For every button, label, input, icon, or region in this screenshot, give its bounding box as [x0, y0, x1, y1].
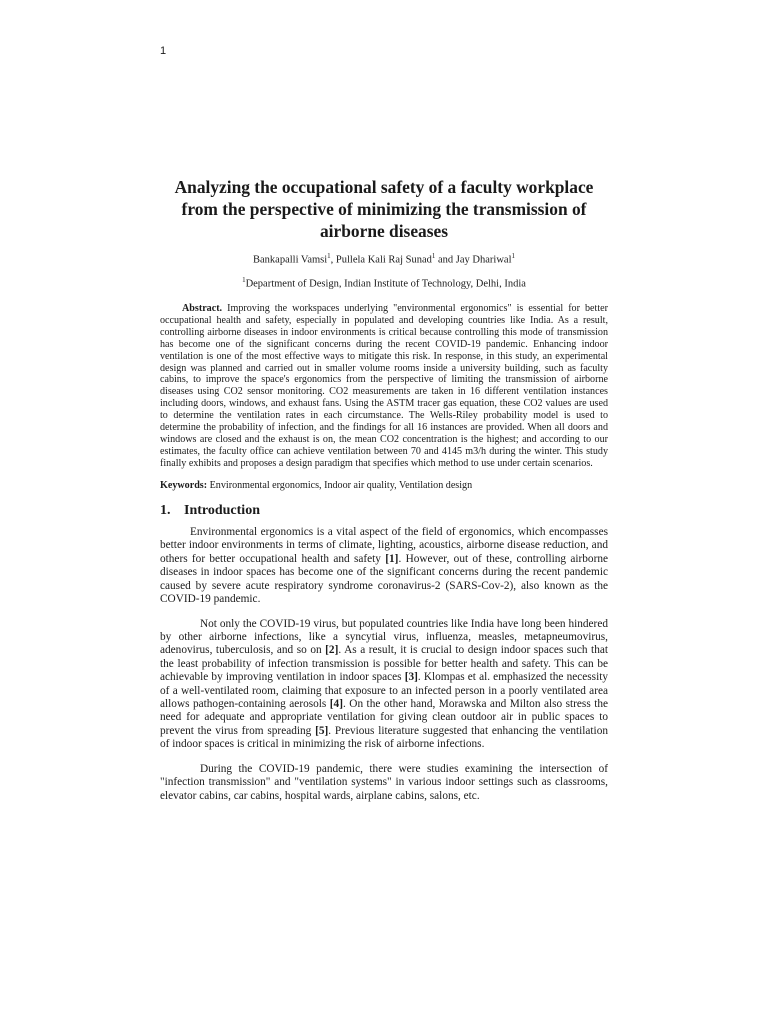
keywords-label: Keywords: [160, 479, 208, 491]
paragraph-text: Not only the COVID-19 virus, but populated countries like India have long been hindered by other airborne infections, like a syncytial virus, influenza, measles, metapneumovirus, adenovirus, tuberculosis, and so on [160, 617, 608, 657]
citation-ref: [4] [329, 698, 343, 711]
paragraph-text: Environmental ergonomics is a vital aspect of the field of ergonomics, which encompasses better indoor environments in terms of climate, lighting, acoustics, airborne disease reduction, and others for better occupational health and safety [160, 525, 608, 565]
citation-ref: [5] [315, 724, 329, 737]
author-affiliation-mark: 1 [431, 252, 436, 260]
affiliation [160, 273, 608, 292]
citation-ref: [2] [325, 644, 339, 657]
affiliation-text: Department of Design, Indian Institute of Technology, Delhi, India [245, 278, 526, 289]
author-name: Bankapalli Vamsi [253, 254, 328, 266]
body-paragraph [160, 618, 608, 752]
body-paragraph [160, 526, 608, 606]
author-separator: and [435, 254, 456, 266]
affiliation-mark: 1 [242, 275, 246, 284]
page-number: 1 [160, 45, 167, 57]
paragraph-text: . Previous literature suggested that enhancing the ventilation of indoor spaces is critical in minimizing the risk of airborne infections. [160, 724, 608, 751]
paragraph-text: . Klompas et al. emphasized the necessity of a well-ventilated room, claiming that exposure to an infected person in a poorly ventilated area allows pathogen-containing aerosols [160, 671, 608, 711]
keywords-text: Environmental ergonomics, Indoor air quality, Ventilation design [209, 479, 473, 491]
section-title: Introduction [184, 502, 260, 518]
section-heading [160, 502, 608, 520]
author-list [160, 249, 608, 268]
section-number: 1. [160, 502, 171, 518]
citation-ref: [1] [385, 552, 399, 565]
paragraph-text: . On the other hand, Morawska and Milton also stress the need for adequate and appropriate ventilation for giving clean outdoor air in public spaces to prevent the virus from spreading [160, 698, 609, 737]
paragraph-text: During the COVID-19 pandemic, there were studies examining the intersection of "infection transmission" and "ventilation systems" in various indoor settings such as classrooms, elevator cabins, car cabins, hospital wards, airplane cabins, salons, etc. [160, 762, 608, 802]
abstract-label: Abstract. [182, 303, 223, 314]
keywords [160, 480, 608, 492]
citation-ref: [3] [404, 671, 418, 684]
body-paragraph [160, 763, 608, 803]
author-name: Pullela Kali Raj Sunad [335, 254, 432, 266]
author-separator: , [330, 254, 336, 266]
paper-body [160, 176, 608, 814]
author-affiliation-mark: 1 [511, 252, 515, 260]
paragraph-text: . As a result, it is crucial to design indoor spaces such that the least probability of infection transmission is possible for better health and safety. This can be achievable by improving ventilation in indoor spaces [160, 644, 608, 684]
author-name: Jay Dhariwal [455, 254, 512, 266]
abstract [160, 303, 608, 470]
author-affiliation-mark: 1 [327, 252, 331, 260]
paper-title: Analyzing the occupational safety of a faculty workplace from the perspective of minimizing the transmission of airborne diseases [174, 177, 594, 241]
abstract-text: Improving the workspaces underlying "environmental ergonomics" is essential for better occupational health and safety, especially in populated and developing countries like India. As a result, controlling airborne diseases in indoor environments is critical because controlling this mode of transmission has become one of the significant concerns during the recent COVID-19 pandemic. Enhancing indoor ventilation is one of the most effective ways to mitigate this risk. In response, in this study, an experimental design was planned and carried out in smaller volume rooms inside a university building, such as faculty cabins, to improve the space's ergonomics from the perspective of limiting the transmission of airborne diseases using CO2 sensor monitoring. CO2 measurements are taken in 16 different ventilation instances including doors, windows, and exhaust fans. Using the ASTM tracer gas equation, these CO2 values are used to determine the ventilation rates in each circumstance. The Wells-Riley probability model is used to determine the probability of infection, and the findings for all 16 instances are provided. When all doors and windows are closed and the exhaust is on, the mean CO2 concentration is the highest; and according to our estimates, the faculty office can achieve ventilation between 70 and 4145 m3/h during the winter. This study finally exhibits and proposes a design paradigm that specifies which method to use under certain scenarios. [160, 303, 608, 469]
paragraph-text: . However, out of these, controlling airborne diseases in indoor spaces has become one of the significant concerns during the recent pandemic caused by severe acute respiratory syndrome coronavirus-2 (SARS-Cov-2), also known as the COVID-19 pandemic. [160, 552, 608, 605]
